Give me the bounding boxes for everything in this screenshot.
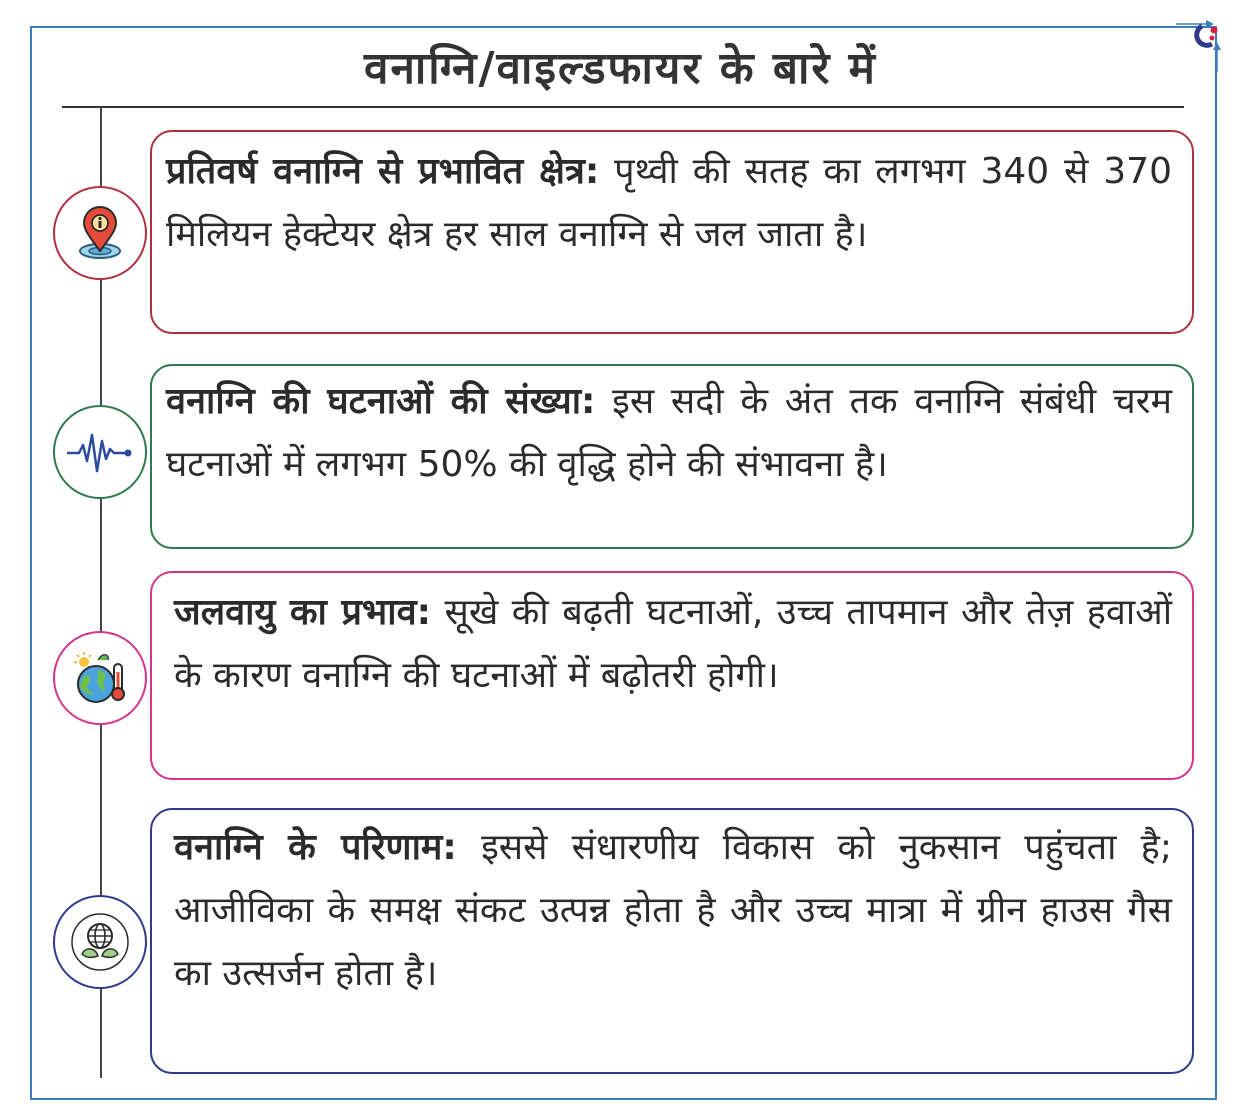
card-climate-impact: [150, 571, 1194, 780]
card-heading: प्रतिवर्ष वनाग्नि से प्रभावित क्षेत्र: [166, 151, 585, 192]
card-heading: वनाग्नि की घटनाओं की संख्या: [166, 381, 582, 422]
card-affected-area: [150, 130, 1194, 334]
globe-thermometer-icon: [68, 646, 132, 710]
page-title: वनाग्नि/वाइल्डफायर के बारे में: [364, 43, 877, 94]
location-pin-icon-badge: [53, 186, 147, 280]
card-separator: :: [581, 381, 596, 422]
title-divider: [62, 106, 1184, 108]
location-pin-icon: [70, 203, 130, 263]
card-separator: :: [416, 592, 431, 633]
card-consequences: [150, 808, 1194, 1074]
globe-thermometer-icon-badge: [53, 631, 147, 725]
card-separator: :: [442, 827, 457, 868]
card-text: इससे संधारणीय विकास को नुकसान पहुंचता है; आजीविका के समक्ष संकट उत्पन्न होता है और उच्च मात्रा में ग्रीन हाउस गैस का उत्सर्जन होता है।: [174, 827, 1172, 994]
seismograph-icon: [65, 427, 135, 477]
card-incident-count: [150, 364, 1194, 549]
eco-globe-icon-badge: [53, 895, 147, 989]
eco-globe-icon: [68, 910, 132, 974]
card-text: सूखे की बढ़ती घटनाओं, उच्च तापमान और तेज़ हवाओं के कारण वनाग्नि की घटनाओं में बढ़ोतरी होगी।: [174, 592, 1172, 696]
card-text: पृथ्वी की सतह का लगभग 340 से 370 मिलियन हेक्टेयर क्षेत्र हर साल वनाग्नि से जल जाता है।: [166, 151, 1172, 255]
card-heading: वनाग्नि के परिणाम: [174, 827, 443, 868]
card-separator: :: [584, 151, 600, 192]
card-text: इस सदी के अंत तक वनाग्नि संबंधी चरम घटनाओं में लगभग 50% की वृद्धि होने की संभावना है।: [166, 381, 1172, 485]
seismograph-icon-badge: [53, 405, 147, 499]
card-heading: जलवायु का प्रभाव: [174, 592, 417, 633]
